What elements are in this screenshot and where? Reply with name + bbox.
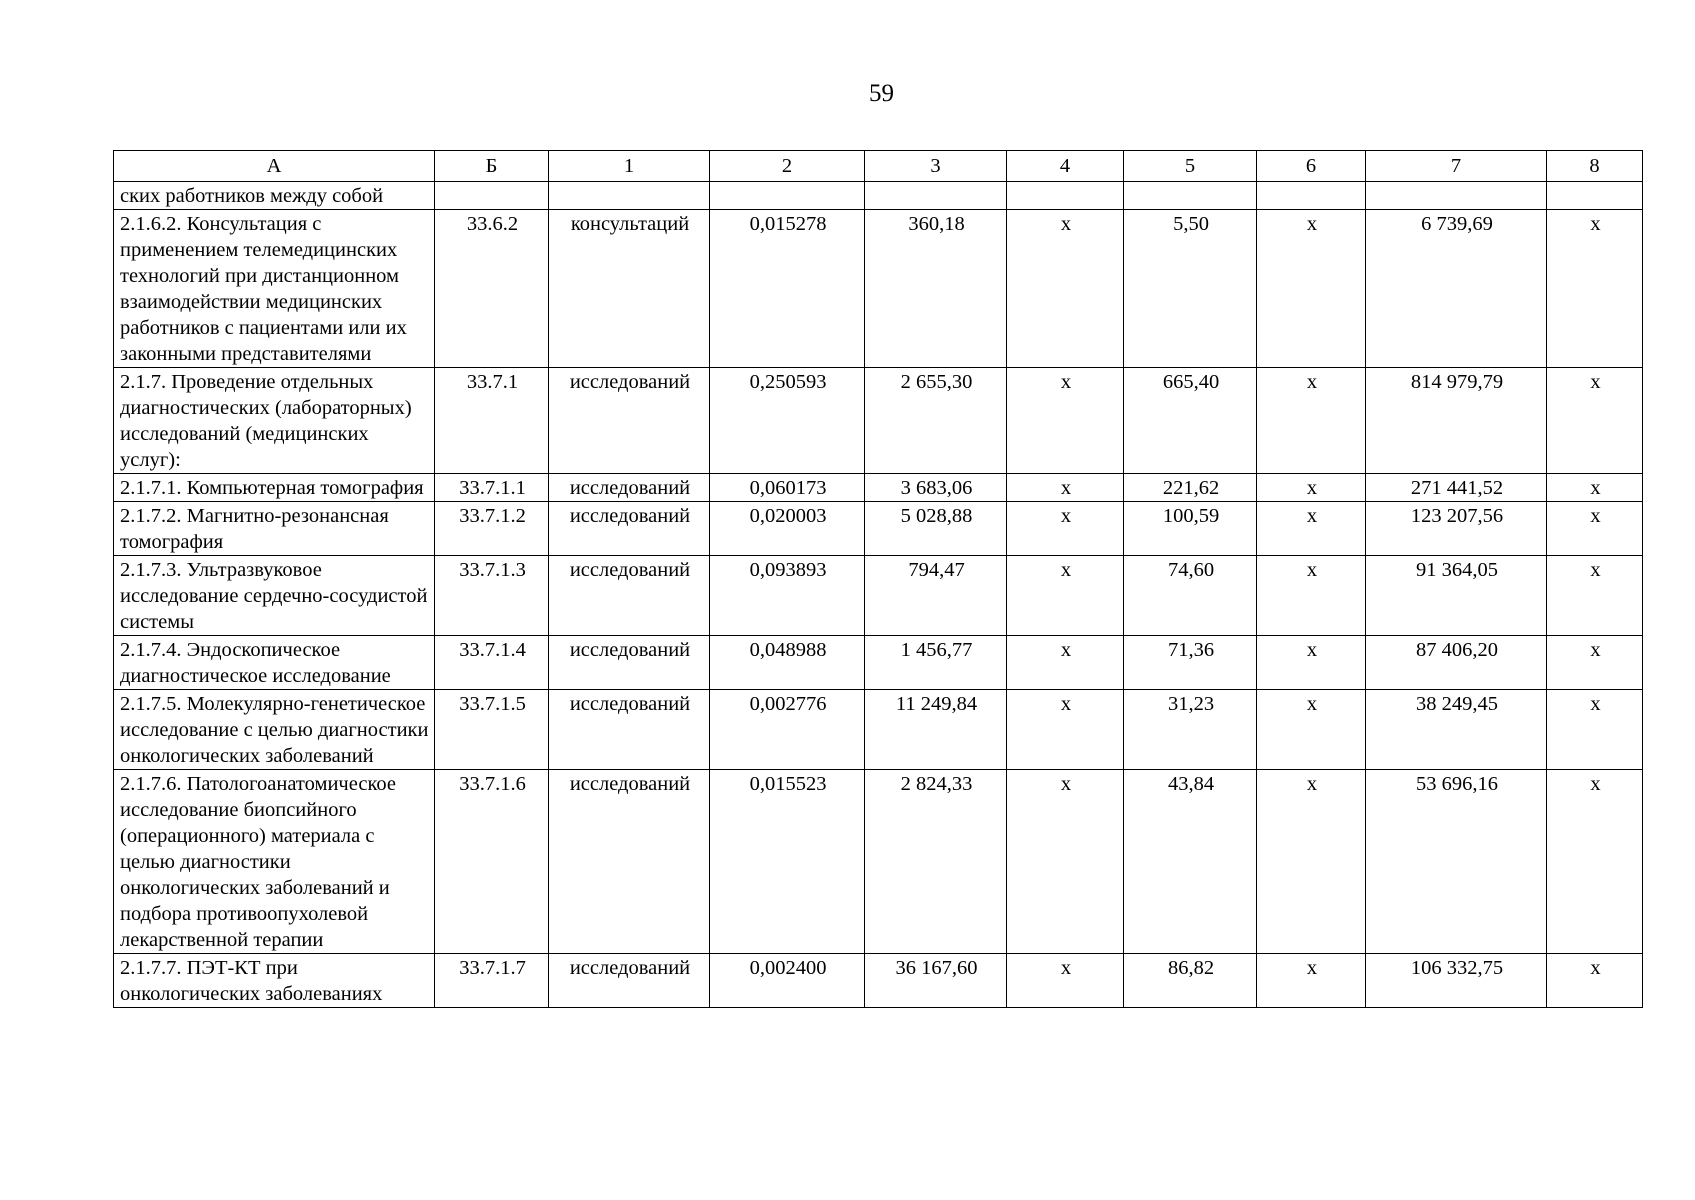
cell-col-5: 86,82 [1124,954,1257,1008]
cell-col-3: 3 683,06 [865,474,1007,502]
cell-col-4: х [1007,368,1124,474]
cell-col-5: 221,62 [1124,474,1257,502]
cell-code [435,182,549,210]
cell-col-3: 360,18 [865,210,1007,368]
cell-name: 2.1.6.2. Консультация с применением телемедицинских технологий при дистанционном взаимодействии медицинских работников с пациентами или их законными представителями [114,210,435,368]
cell-unit: исследований [549,556,710,636]
cell-col-7: 271 441,52 [1366,474,1547,502]
cell-col-7: 91 364,05 [1366,556,1547,636]
cell-code: 33.7.1 [435,368,549,474]
cell-col-5: 5,50 [1124,210,1257,368]
cell-col-8: х [1547,770,1643,954]
cell-unit: исследований [549,502,710,556]
table-row [114,770,1643,954]
cell-col-7: 6 739,69 [1366,210,1547,368]
cell-col-3: 1 456,77 [865,636,1007,690]
cell-col-4: х [1007,954,1124,1008]
table-row [114,474,1643,502]
cell-name: 2.1.7.5. Молекулярно-генетическое исследование с целью диагностики онкологических заболеваний [114,690,435,770]
cell-code: 33.7.1.6 [435,770,549,954]
cell-unit: исследований [549,690,710,770]
table-row [114,182,1643,210]
cell-col-6: х [1257,502,1366,556]
table-row [114,636,1643,690]
cell-name: ских работников между собой [114,182,435,210]
header-col-2: 2 [710,151,865,182]
cell-col-8 [1547,182,1643,210]
table-body [114,182,1643,1008]
cell-col-4: х [1007,636,1124,690]
cell-col-6: х [1257,954,1366,1008]
cell-name: 2.1.7.3. Ультразвуковое исследование сердечно-сосудистой системы [114,556,435,636]
cell-code: 33.7.1.4 [435,636,549,690]
cell-col-2: 0,002400 [710,954,865,1008]
cell-col-8: х [1547,210,1643,368]
cell-code: 33.7.1.2 [435,502,549,556]
cell-col-3 [865,182,1007,210]
cell-col-2 [710,182,865,210]
cell-col-7 [1366,182,1547,210]
cell-code: 33.7.1.3 [435,556,549,636]
cell-col-5 [1124,182,1257,210]
cell-col-8: х [1547,474,1643,502]
cell-col-2: 0,015523 [710,770,865,954]
cell-col-5: 100,59 [1124,502,1257,556]
cell-col-8: х [1547,954,1643,1008]
cell-col-4: х [1007,474,1124,502]
cell-code: 33.6.2 [435,210,549,368]
header-col-8: 8 [1547,151,1643,182]
table-row [114,210,1643,368]
cell-col-7: 87 406,20 [1366,636,1547,690]
cell-name: 2.1.7. Проведение отдельных диагностических (лабораторных) исследований (медицинских услуг): [114,368,435,474]
header-row [114,151,1643,182]
cell-col-7: 106 332,75 [1366,954,1547,1008]
cell-unit: исследований [549,368,710,474]
cell-unit: исследований [549,474,710,502]
cell-col-5: 71,36 [1124,636,1257,690]
header-col-a: А [114,151,435,182]
cell-col-3: 11 249,84 [865,690,1007,770]
cell-unit: консультаций [549,210,710,368]
cell-unit: исследований [549,770,710,954]
cell-col-7: 38 249,45 [1366,690,1547,770]
page-number: 59 [869,80,894,107]
cell-code: 33.7.1.1 [435,474,549,502]
table-header [114,151,1643,182]
header-col-1: 1 [549,151,710,182]
cell-col-5: 74,60 [1124,556,1257,636]
cell-col-8: х [1547,368,1643,474]
cell-col-8: х [1547,690,1643,770]
cell-col-4 [1007,182,1124,210]
cell-col-6: х [1257,690,1366,770]
cell-col-5: 665,40 [1124,368,1257,474]
header-col-6: 6 [1257,151,1366,182]
cell-col-2: 0,048988 [710,636,865,690]
cell-name: 2.1.7.6. Патологоанатомическое исследование биопсийного (операционного) материала с целью диагностики онкологических заболеваний и подбора противоопухолевой лекарственной терапии [114,770,435,954]
cell-col-4: х [1007,210,1124,368]
cell-name: 2.1.7.1. Компьютерная томография [114,474,435,502]
cell-col-2: 0,060173 [710,474,865,502]
header-col-5: 5 [1124,151,1257,182]
cell-col-8: х [1547,636,1643,690]
cell-col-5: 31,23 [1124,690,1257,770]
header-col-3: 3 [865,151,1007,182]
cell-col-7: 53 696,16 [1366,770,1547,954]
cell-col-4: х [1007,502,1124,556]
cell-col-2: 0,015278 [710,210,865,368]
cell-col-4: х [1007,556,1124,636]
header-col-4: 4 [1007,151,1124,182]
cell-col-2: 0,020003 [710,502,865,556]
cell-col-6: х [1257,770,1366,954]
cell-unit: исследований [549,954,710,1008]
cell-col-5: 43,84 [1124,770,1257,954]
cell-col-2: 0,093893 [710,556,865,636]
cell-col-6: х [1257,556,1366,636]
table-row [114,690,1643,770]
cell-name: 2.1.7.7. ПЭТ-КТ при онкологических заболеваниях [114,954,435,1008]
table-row [114,556,1643,636]
cell-col-2: 0,250593 [710,368,865,474]
cell-unit [549,182,710,210]
cell-code: 33.7.1.5 [435,690,549,770]
cell-col-7: 123 207,56 [1366,502,1547,556]
cell-col-2: 0,002776 [710,690,865,770]
cell-col-4: х [1007,770,1124,954]
cell-col-3: 794,47 [865,556,1007,636]
table-row [114,502,1643,556]
cell-col-6: х [1257,210,1366,368]
table-row [114,368,1643,474]
cell-name: 2.1.7.4. Эндоскопическое диагностическое исследование [114,636,435,690]
table-row [114,954,1643,1008]
cell-col-3: 2 824,33 [865,770,1007,954]
cell-col-3: 36 167,60 [865,954,1007,1008]
cell-name: 2.1.7.2. Магнитно-резонансная томография [114,502,435,556]
cell-code: 33.7.1.7 [435,954,549,1008]
data-table [113,150,1643,1008]
header-col-7: 7 [1366,151,1547,182]
header-col-b: Б [435,151,549,182]
cell-col-3: 2 655,30 [865,368,1007,474]
cell-col-6: х [1257,368,1366,474]
cell-col-6: х [1257,474,1366,502]
cell-col-8: х [1547,502,1643,556]
cell-col-6: х [1257,636,1366,690]
cell-col-4: х [1007,690,1124,770]
cell-unit: исследований [549,636,710,690]
cell-col-7: 814 979,79 [1366,368,1547,474]
cell-col-3: 5 028,88 [865,502,1007,556]
cell-col-8: х [1547,556,1643,636]
cell-col-6 [1257,182,1366,210]
